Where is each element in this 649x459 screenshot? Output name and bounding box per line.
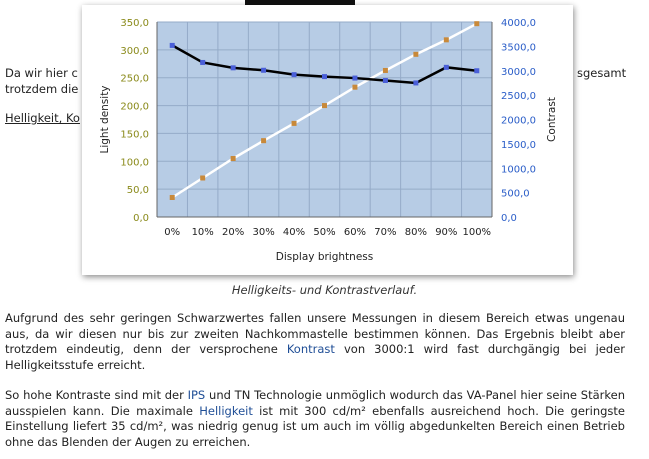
x-tick-label: 60% <box>343 227 367 238</box>
series-point-contrast <box>352 76 357 81</box>
series-point-contrast <box>383 78 388 83</box>
series-point-light-density <box>261 138 266 143</box>
series-point-light-density <box>170 195 175 200</box>
paragraph-1-text-end: von 3000:1 wird fast durchgängig bei jeder Helligkeitsstufe erreicht. <box>5 342 625 372</box>
chart-caption: Helligkeits- und Kontrastverlauf. <box>231 283 418 297</box>
series-point-light-density <box>292 121 297 126</box>
y-right-tick-label: 4000,0 <box>501 18 536 29</box>
x-tick-label: 70% <box>374 227 397 238</box>
series-point-light-density <box>231 156 236 161</box>
series-point-contrast <box>444 65 449 70</box>
y-right-tick-label: 2500,0 <box>501 91 536 103</box>
x-tick-label: 100% <box>462 227 492 238</box>
background-link-helligkeit[interactable]: Helligkeit, Ko <box>5 111 80 125</box>
y-left-tick-label: 50,0 <box>126 185 149 197</box>
series-point-light-density <box>413 52 418 57</box>
paragraph-2-text-b: und TN Technologie unmöglich wodurch das VA-Panel hier seine Stärken ausspielen kann. Die maximale <box>5 388 625 418</box>
link-kontrast[interactable]: Kontrast <box>286 342 335 356</box>
paragraph-2-text-c: ist mit 300 cd/m² ebenfalls ausreichend hoch. Die geringste Einstellung liefert 35 cd/m², was niedrig genug ist um auch im völlig abgedunkelten Bereich einen Betrieb ohne das Blenden der Augen zu erreichen. <box>5 403 625 449</box>
link-ips[interactable]: IPS <box>187 388 206 402</box>
y-right-axis-label: Contrast <box>546 97 558 142</box>
y-left-tick-label: 0,0 <box>133 213 149 224</box>
y-left-tick-label: 250,0 <box>120 73 149 85</box>
series-point-contrast <box>170 43 175 48</box>
background-text-line1-right: sgesamt <box>577 66 627 80</box>
series-point-light-density <box>383 68 388 73</box>
y-right-tick-label: 1000,0 <box>501 164 536 176</box>
brightness-contrast-chart <box>82 5 573 275</box>
y-right-tick-label: 3500,0 <box>501 42 536 54</box>
background-text-line1-left: Da wir hier c <box>5 66 78 80</box>
y-right-tick-label: 500,0 <box>501 188 530 200</box>
y-left-tick-label: 200,0 <box>120 101 149 113</box>
series-point-contrast <box>261 68 266 73</box>
y-left-tick-label: 350,0 <box>120 18 149 29</box>
paragraph-1 <box>5 311 625 373</box>
paragraph-1-text: Aufgrund des sehr geringen Schwarzwertes fallen unsere Messungen in diesem Bereich etwas ungenau aus, da wir diesen nur bis zur zweiten Nachkommastelle bestimmen können. Das Ergebnis bleibt aber trotzdem eindeutig, denn der versprochene <box>5 311 625 356</box>
x-tick-label: 20% <box>222 227 245 238</box>
x-tick-label: 40% <box>282 227 306 238</box>
plot-area <box>157 22 492 217</box>
y-left-tick-label: 300,0 <box>120 45 149 57</box>
x-tick-label: 0% <box>164 227 181 238</box>
y-right-tick-label: 1500,0 <box>501 139 536 151</box>
series-point-light-density <box>200 176 205 181</box>
series-point-contrast <box>200 60 205 65</box>
y-right-tick-label: 2000,0 <box>501 115 536 127</box>
y-right-tick-label: 0,0 <box>501 213 517 224</box>
series-point-contrast <box>474 68 479 73</box>
x-axis-label: Display brightness <box>275 251 374 263</box>
x-tick-label: 80% <box>404 227 427 238</box>
link-helligkeit[interactable]: Helligkeit <box>199 403 253 418</box>
y-left-tick-label: 100,0 <box>120 157 149 169</box>
paragraph-2 <box>5 388 625 450</box>
x-tick-label: 30% <box>252 227 275 238</box>
background-text-line2: trotzdem die <box>5 82 79 96</box>
chart-card <box>82 5 573 275</box>
y-left-axis-label: Light density <box>99 85 111 154</box>
series-point-contrast <box>322 74 327 79</box>
x-tick-label: 10% <box>191 227 214 238</box>
x-tick-label: 50% <box>313 227 336 238</box>
paragraph-2-text-a: So hohe Kontraste sind mit der <box>5 388 188 402</box>
series-point-light-density <box>322 103 327 108</box>
series-point-contrast <box>231 65 236 70</box>
y-right-tick-label: 3000,0 <box>501 66 536 78</box>
series-point-contrast <box>413 80 418 85</box>
y-left-tick-label: 150,0 <box>120 129 149 141</box>
x-tick-label: 90% <box>435 227 458 238</box>
series-point-light-density <box>352 85 357 90</box>
series-point-contrast <box>292 72 297 77</box>
series-point-light-density <box>444 37 449 42</box>
series-point-light-density <box>474 21 479 26</box>
